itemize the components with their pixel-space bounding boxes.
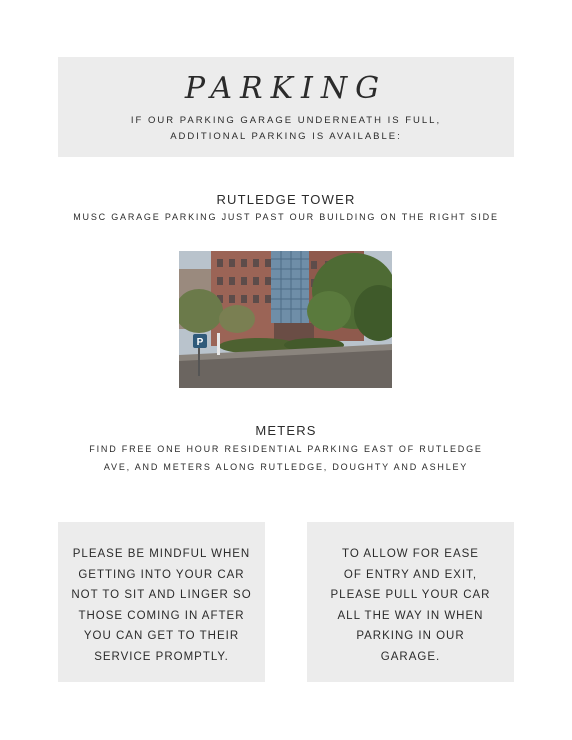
page-title: PARKING — [184, 71, 388, 106]
header-banner — [58, 57, 514, 157]
rutledge-description: MUSC GARAGE PARKING JUST PAST OUR BUILDING ON THE RIGHT SIDE — [73, 212, 499, 222]
meters-heading: METERS — [255, 423, 317, 438]
subtitle-line-1: IF OUR PARKING GARAGE UNDERNEATH IS FULL, — [130, 115, 442, 126]
subtitle-line-2: ADDITIONAL PARKING IS AVAILABLE: — [170, 131, 402, 142]
rutledge-heading: RUTLEDGE TOWER — [216, 192, 356, 207]
pull-in-note-text: TO ALLOW FOR EASE OF ENTRY AND EXIT, PLEASE PULL YOUR CAR ALL THE WAY IN WHEN PARKING IN OUR GARAGE. — [330, 548, 491, 663]
pull-in-note-card — [307, 522, 514, 682]
page-subtitle — [58, 113, 514, 145]
mindful-note-card — [58, 522, 265, 682]
building-photo — [179, 251, 392, 388]
parking-sign-icon: P — [196, 337, 204, 348]
mindful-note-text: PLEASE BE MINDFUL WHEN GETTING INTO YOUR CAR NOT TO SIT AND LINGER SO THOSE COMING IN AFTER YOU CAN GET TO THEIR SERVICE PROMPTLY. — [71, 548, 252, 663]
meters-line-2: AVE, AND METERS ALONG RUTLEDGE, DOUGHTY AND ASHLEY — [103, 462, 469, 472]
meters-line-1: FIND FREE ONE HOUR RESIDENTIAL PARKING EAST OF RUTLEDGE — [89, 444, 483, 454]
meters-description — [0, 440, 572, 476]
